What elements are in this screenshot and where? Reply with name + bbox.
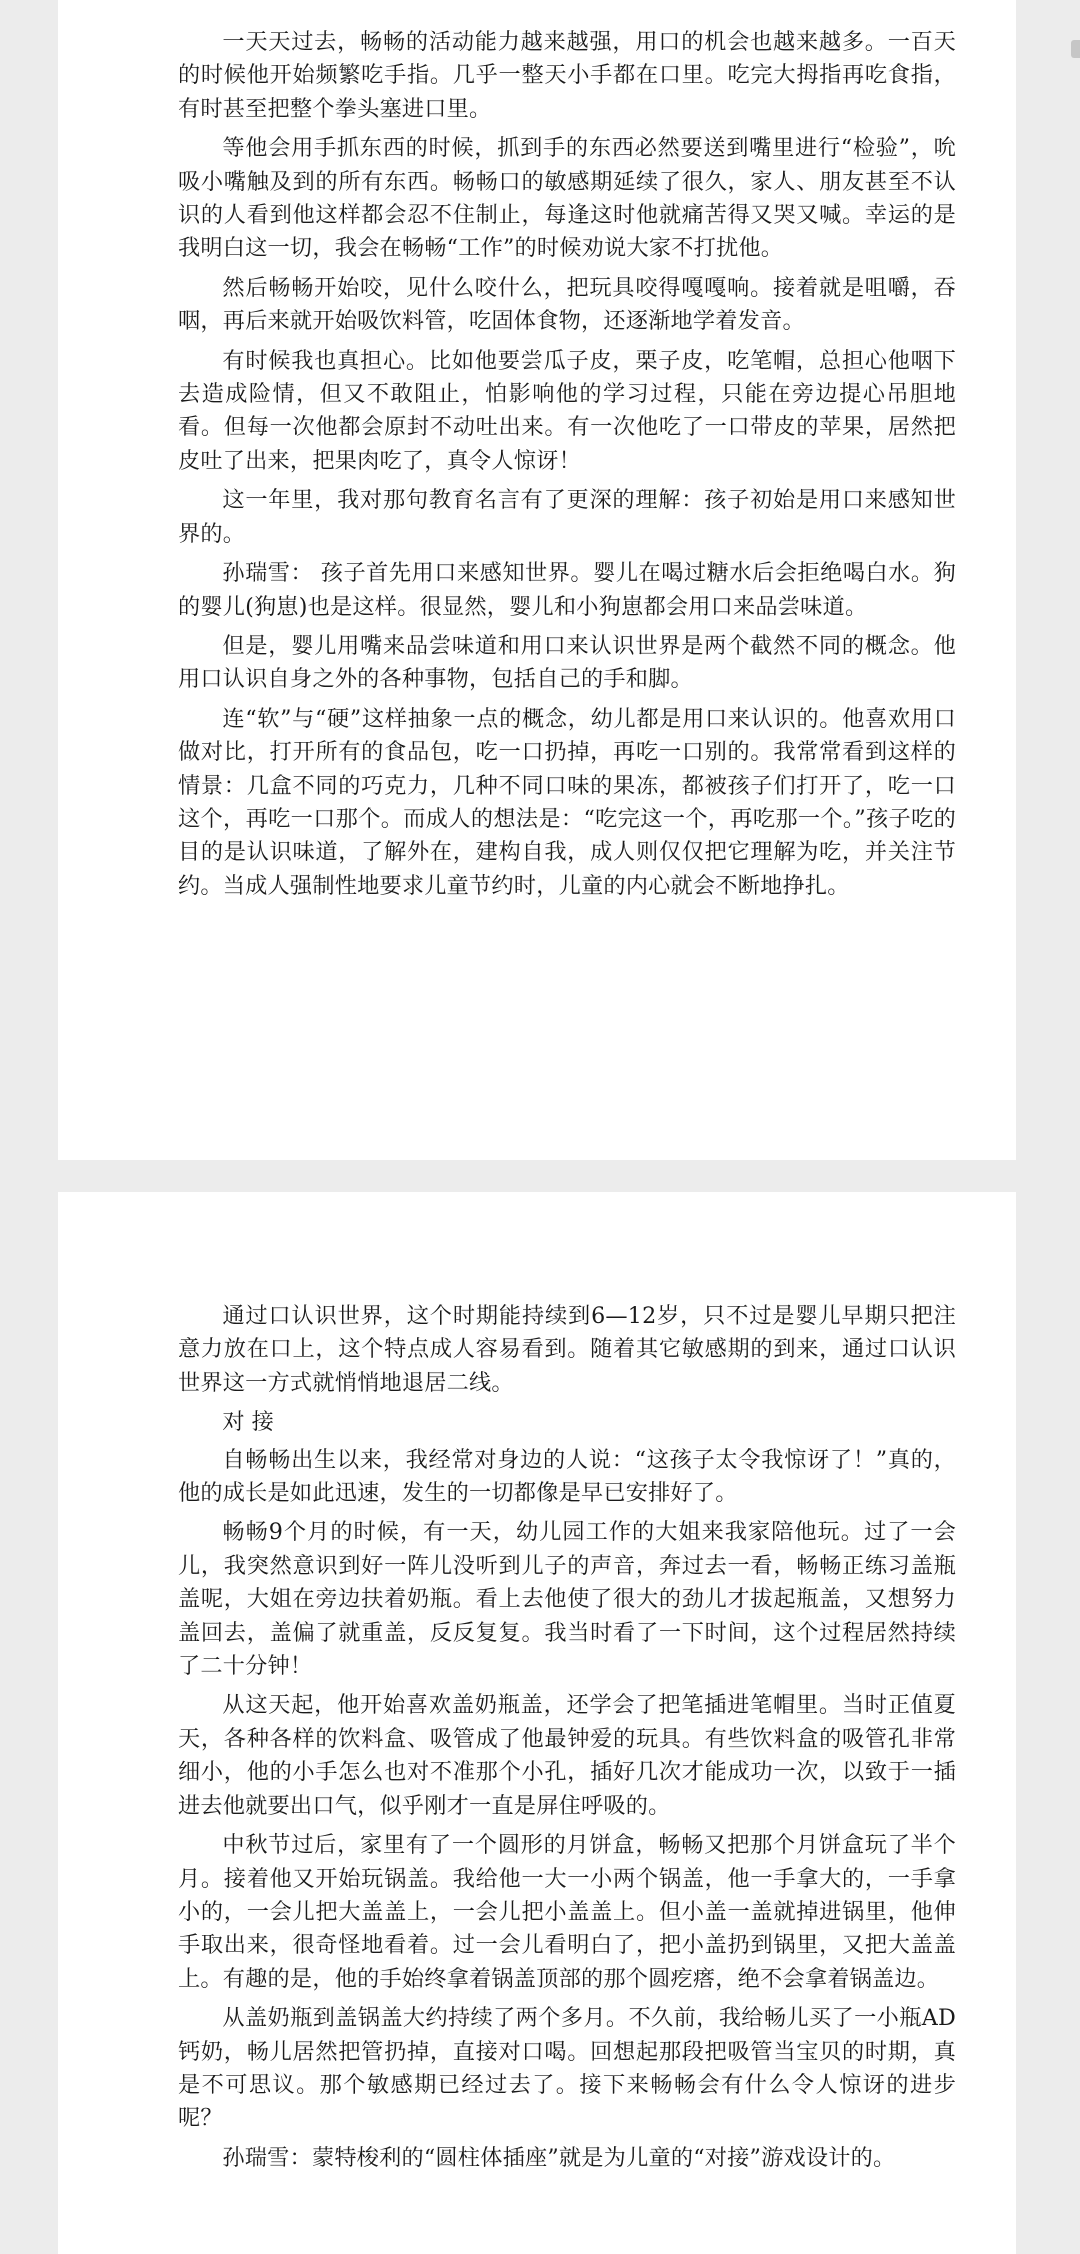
paragraph: 但是，婴儿用嘴来品尝味道和用口来认识世界是两个截然不同的概念。他用口认识自身之外的各种事物，包括自己的手和脚。 (178, 632, 956, 693)
paragraph: 一天天过去，畅畅的活动能力越来越强，用口的机会也越来越多。一百天的时候他开始频繁吃手指。几乎一整天小手都在口里。吃完大拇指再吃食指，有时甚至把整个拳头塞进口里。 (178, 29, 956, 122)
paragraph: 有时候我也真担心。比如他要尝瓜子皮，栗子皮，吃笔帽，总担心他咽下去造成险情，但又不敢阻止，怕影响他的学习过程，只能在旁边提心吊胆地看。但每一次他都会原封不动吐出来。有一次他吃了一口带皮的苹果，居然把皮吐了出来，把果肉吃了，真令人惊讶！ (178, 347, 956, 474)
paragraph: 孙瑞雪：蒙特梭利的“圆柱体插座”就是为儿童的“对接”游戏设计的。 (222, 2144, 896, 2171)
paragraph: 从这天起，他开始喜欢盖奶瓶盖，还学会了把笔插进笔帽里。当时正值夏天，各种各样的饮料盒、吸管成了他最钟爱的玩具。有些饮料盒的吸管孔非常细小，他的小手怎么也对不准那个小孔，插好几次才能成功一次，以致于一插进去他就要出口气，似乎刚才一直是屏住呼吸的。 (178, 1692, 956, 1819)
paragraph: 畅畅9个月的时候，有一天，幼儿园工作的大姐来我家陪他玩。过了一会儿，我突然意识到好一阵儿没听到儿子的声音，奔过去一看，畅畅正练习盖瓶盖呢，大姐在旁边扶着奶瓶。看上去他使了很大的劲儿才拔起瓶盖，又想努力盖回去，盖偏了就重盖，反反复复。我当时看了一下时间，这个过程居然持续了二十分钟！ (178, 1519, 956, 1680)
scrollbar-thumb[interactable] (1071, 40, 1080, 58)
paragraph: 这一年里，我对那句教育名言有了更深的理解：孩子初始是用口来感知世界的。 (178, 487, 956, 547)
page-2-text (178, 1300, 956, 2181)
paragraph: 孙瑞雪： 孩子首先用口来感知世界。婴儿在喝过糖水后会拒绝喝白水。狗的婴儿(狗崽)也是这样。很显然，婴儿和小狗崽都会用口来品尝味道。 (178, 560, 956, 620)
paragraph: 连“软”与“硬”这样抽象一点的概念，幼儿都是用口来认识的。他喜欢用口做对比，打开所有的食品包，吃一口扔掉，再吃一口别的。我常常看到这样的情景：几盒不同的巧克力，几种不同口味的果冻，都被孩子们打开了，吃一口这个，再吃一口那个。而成人的想法是：“吃完这一个，再吃那一个。”孩子吃的目的是认识味道，了解外在，建构自我，成人则仅仅把它理解为吃，并关注节约。当成人强制性地要求儿童节约时，儿童的内心就会不断地挣扎。 (178, 705, 956, 899)
paragraph: 通过口认识世界，这个时期能持续到6—12岁，只不过是婴儿早期只把注意力放在口上，这个特点成人容易看到。随着其它敏感期的到来，通过口认识世界这一方式就悄悄地退居二线。 (178, 1303, 956, 1396)
paragraph: 中秋节过后，家里有了一个圆形的月饼盒，畅畅又把那个月饼盒玩了半个月。接着他又开始玩锅盖。我给他一大一小两个锅盖，他一手拿大的，一手拿小的，一会儿把大盖盖上，一会儿把小盖盖上。但小盖一盖就掉进锅里，他伸手取出来，很奇怪地看着。过一会儿看明白了，把小盖扔到锅里，又把大盖盖上。有趣的是，他的手始终拿着锅盖顶部的那个圆疙瘩，绝不会拿着锅盖边。 (178, 1832, 956, 1992)
page-1-text (178, 26, 956, 909)
document-page-2 (58, 1192, 1016, 2254)
paragraph: 自畅畅出生以来，我经常对身边的人说：“这孩子太令我惊讶了！”真的，他的成长是如此迅速，发生的一切都像是早已安排好了。 (178, 1446, 956, 1507)
paragraph: 等他会用手抓东西的时候，抓到手的东西必然要送到嘴里进行“检验”，吮吸小嘴触及到的所有东西。畅畅口的敏感期延续了很久，家人、朋友甚至不认识的人看到他这样都会忍不住制止，每逢这时他就痛苦得又哭又喊。幸运的是我明白这一切，我会在畅畅“工作”的时候劝说大家不打扰他。 (178, 135, 956, 262)
paragraph: 从盖奶瓶到盖锅盖大约持续了两个多月。不久前，我给畅儿买了一小瓶AD钙奶，畅儿居然把管扔掉，直接对口喝。回想起那段把吸管当宝贝的时期，真是不可思议。那个敏感期已经过去了。接下来畅畅会有什么令人惊讶的进步呢？ (178, 2005, 956, 2132)
document-page-1 (58, 0, 1016, 1160)
paragraph: 然后畅畅开始咬，见什么咬什么，把玩具咬得嘎嘎响。接着就是咀嚼，吞咽，再后来就开始吸饮料管，吃固体食物，还逐渐地学着发音。 (178, 274, 956, 335)
section-heading: 对 接 (222, 1409, 274, 1436)
